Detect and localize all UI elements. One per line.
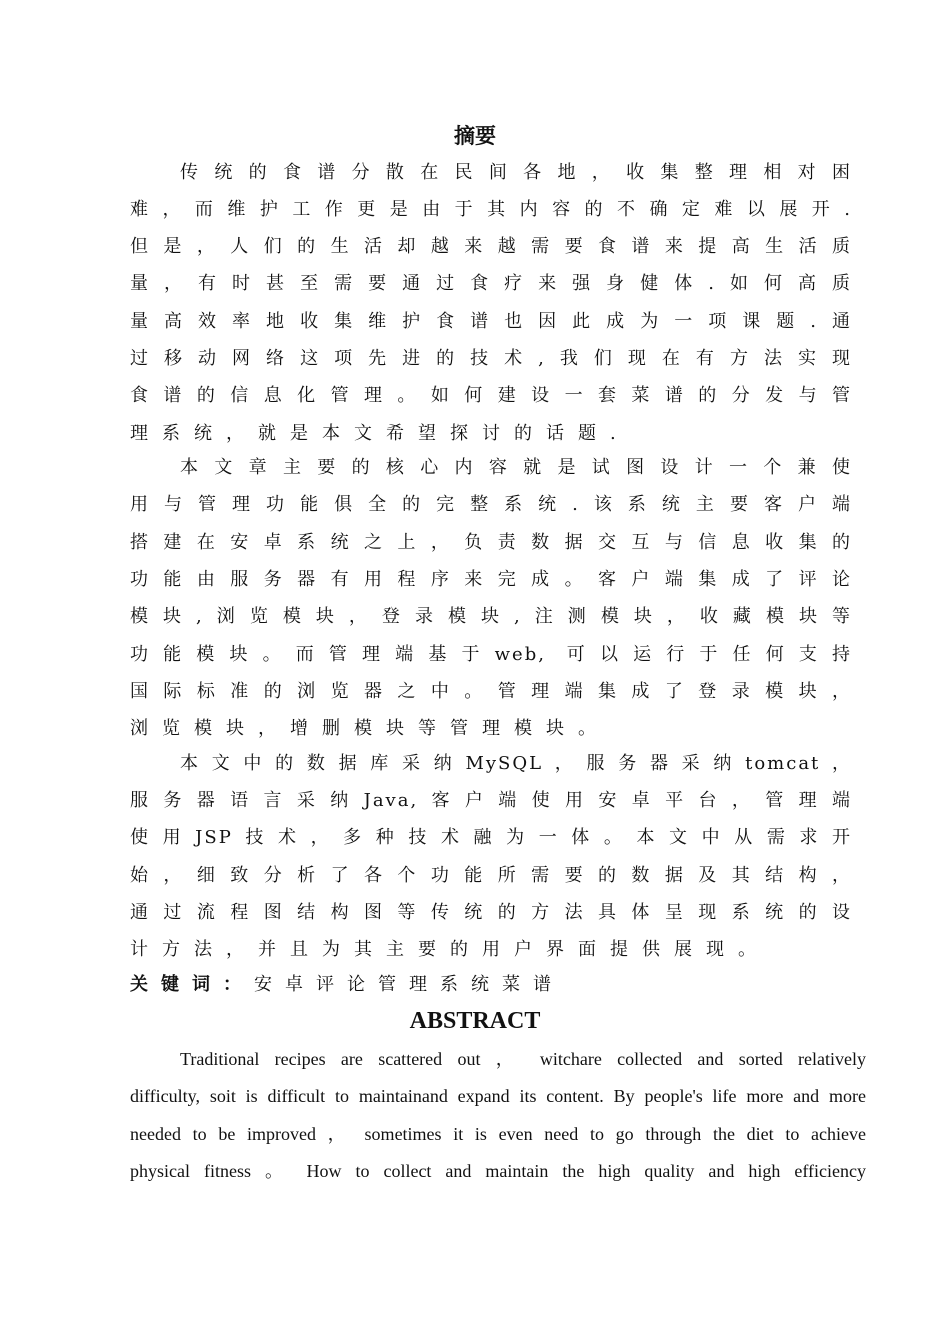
abstract-en-line-3: needed to be improved ， sometimes it is even need to go through the diet to achieve bbox=[130, 1124, 866, 1144]
abstract-cn-p1-line-6: 过移动网络这项先进的技术,我们现在有方法实现 bbox=[130, 348, 852, 369]
abstract-cn-p1-line-1: 传统的食谱分散在民间各地，收集整理相对困 bbox=[180, 162, 852, 183]
abstract-cn-p2-line-2: 用与管理功能俱全的完整系统.该系统主要客户端 bbox=[130, 494, 852, 515]
abstract-cn-p3-line-4: 始，细致分析了各个功能所需要的数据及其结构， bbox=[130, 865, 852, 886]
abstract-cn-p1-line-3: 但是，人们的生活却越来越需要食谱来提高生活质 bbox=[130, 236, 852, 257]
abstract-cn-p3-line-2: 服务器语言采纳Java,客户端使用安卓平台，管理端 bbox=[130, 790, 852, 811]
abstract-cn-p2-line-6: 功能模块。而管理端基于web, 可以运行于任何支持 bbox=[130, 644, 852, 665]
abstract-cn-p2-line-1: 本文章主要的核心内容就是试图设计一个兼使 bbox=[180, 457, 852, 478]
abstract-cn-p1-line-4: 量，有时甚至需要通过食疗来强身健体.如何高质 bbox=[130, 273, 852, 294]
abstract-title-cn: 摘要 bbox=[454, 124, 496, 148]
abstract-en-line-2: difficulty, soit is difficult to maintainand expand its content. By people's life more and more bbox=[130, 1086, 866, 1106]
keywords-value: 安卓评论管理系统菜谱 bbox=[254, 974, 564, 995]
abstract-cn-p1-line-7: 食谱的信息化管理。如何建设一套菜谱的分发与管 bbox=[130, 385, 852, 406]
abstract-cn-p3-line-3: 使用JSP技术，多种技术融为一体。本文中从需求开 bbox=[130, 827, 852, 848]
abstract-cn-p2-line-4: 功能由服务器有用程序来完成。客户端集成了评论 bbox=[130, 569, 852, 590]
abstract-cn-p1-line-8: 理系统，就是本文希望探讨的话题. bbox=[130, 423, 630, 444]
abstract-en-line-4: physical fitness 。 How to collect and maintain the high quality and high efficiency bbox=[130, 1161, 866, 1181]
abstract-title-en: ABSTRACT bbox=[409, 1008, 541, 1034]
abstract-cn-p2-line-3: 搭建在安卓系统之上，负责数据交互与信息收集的 bbox=[130, 532, 852, 553]
abstract-cn-p3-line-5: 通过流程图结构图等传统的方法具体呈现系统的设 bbox=[130, 902, 852, 923]
keywords-row bbox=[130, 966, 564, 1003]
keywords-label: 关键词： bbox=[130, 974, 254, 995]
abstract-cn-p3-line-6: 计方法，并且为其主要的用户界面提供展现。 bbox=[130, 939, 770, 960]
abstract-cn-p2-line-5: 模块,浏览模块，登录模块,注测模块，收藏模块等 bbox=[130, 606, 852, 627]
abstract-cn-p1-line-5: 量高效率地收集维护食谱也因此成为一项课题.通 bbox=[130, 311, 852, 332]
abstract-cn-p2-line-8: 浏览模块，增删模块等管理模块。 bbox=[130, 718, 610, 739]
abstract-cn-p3-line-1: 本文中的数据库采纳MySQL，服务器采纳tomcat， bbox=[180, 753, 852, 774]
abstract-cn-p2-line-7: 国际标准的浏览器之中。管理端集成了登录模块， bbox=[130, 681, 852, 702]
abstract-en-line-1: Traditional recipes are scattered out ， witchare collected and sorted relatively bbox=[180, 1049, 866, 1069]
abstract-cn-p1-line-2: 难，而维护工作更是由于其内容的不确定难以展开. bbox=[130, 199, 852, 220]
